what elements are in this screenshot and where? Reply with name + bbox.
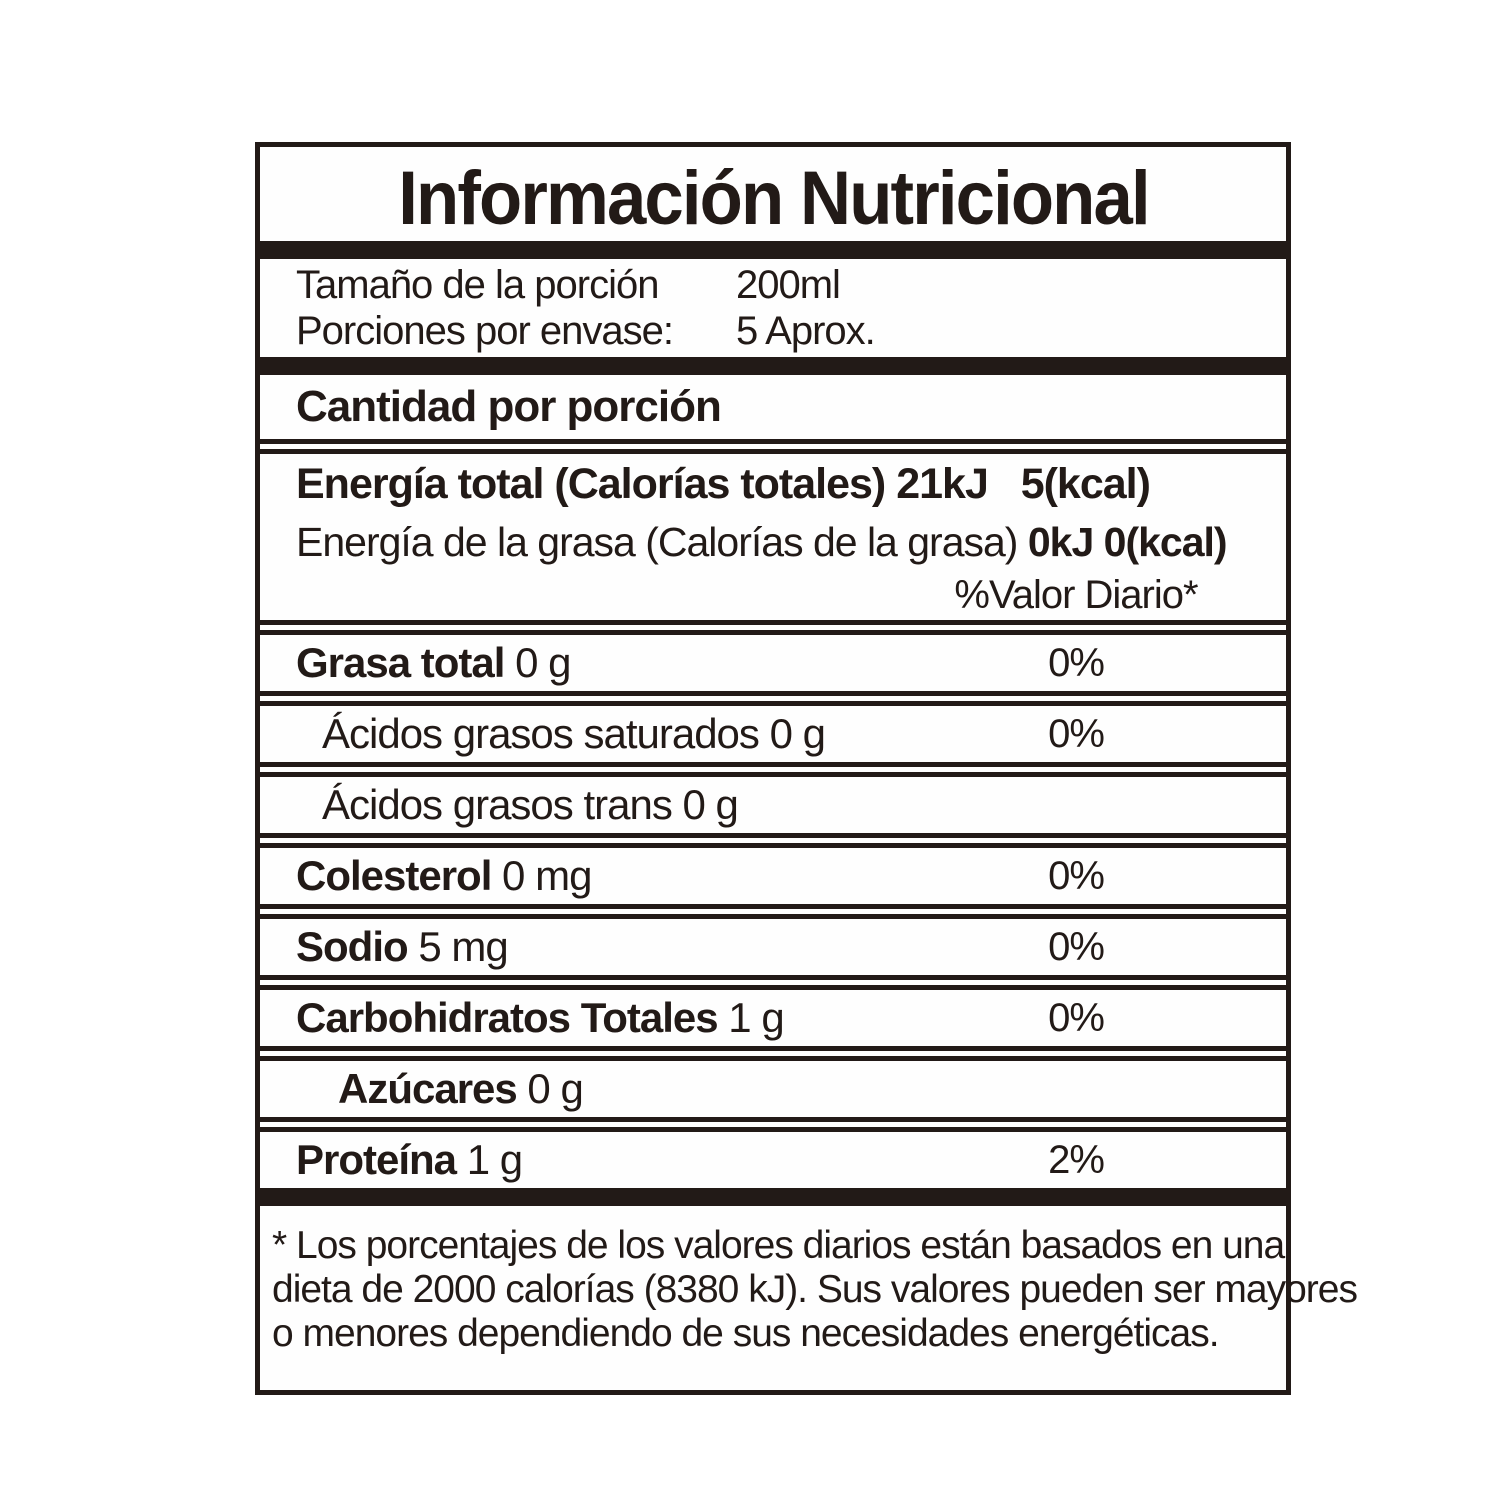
energy-fat-value: 0kJ 0(kcal): [1027, 518, 1227, 565]
double-rule-divider: [260, 691, 1286, 706]
nutrient-name-text: Sodio: [296, 923, 408, 970]
serving-label: Tamaño de la porción: [296, 262, 659, 307]
nutrient-amount: 0 g: [516, 1065, 583, 1112]
nutrient-name-text: Grasa total: [296, 639, 505, 686]
nutrient-row: [260, 1132, 1286, 1188]
nutrient-name: [260, 852, 866, 900]
serving-value: 5 Aprox.: [736, 308, 875, 353]
double-rule-divider: [260, 762, 1286, 777]
energy-fat-line: [296, 514, 1286, 570]
nutrient-daily-value: 2%: [1048, 1137, 1104, 1182]
nutrient-name-text: Colesterol: [296, 852, 492, 899]
nutrition-label: [255, 142, 1357, 1395]
serving-row: [296, 308, 1286, 354]
amount-per-serving-header: Cantidad por porción: [296, 382, 721, 431]
nutrient-row: [260, 990, 1286, 1046]
nutrient-amount: 0 g: [504, 639, 571, 686]
thick-divider-bar: [260, 241, 1286, 259]
energy-total-line: Energía total (Calorías totales) 21kJ 5(kcal): [296, 459, 1150, 508]
serving-value: 200ml: [736, 262, 840, 307]
footnote: [260, 1206, 1357, 1390]
nutrient-row: [260, 706, 1286, 762]
nutrient-name: [260, 639, 866, 687]
nutrient-amount: 1 g: [456, 1136, 523, 1183]
nutrient-amount: 0 mg: [491, 852, 592, 899]
nutrient-daily-value: 0%: [1048, 995, 1104, 1040]
footnote-line: o menores dependiendo de sus necesidades energéticas.: [272, 1312, 1219, 1355]
nutrient-daily-value: 0%: [1048, 924, 1104, 969]
nutrient-name-text: Ácidos grasos trans: [322, 781, 672, 828]
nutrient-amount: 1 g: [717, 994, 784, 1041]
nutrient-name-text: Azúcares: [338, 1065, 517, 1112]
nutrient-name-text: Ácidos grasos saturados: [322, 710, 759, 757]
thick-divider-bar: [260, 1188, 1286, 1206]
daily-value-header-row: [296, 570, 1286, 620]
label-title: Información Nutricional: [397, 155, 1149, 241]
nutrient-name: [260, 923, 866, 971]
nutrient-name: [260, 710, 866, 758]
nutrient-name-text: Proteína: [296, 1136, 457, 1183]
nutrient-name: [260, 994, 866, 1042]
nutrient-amount: 0 g: [671, 781, 738, 828]
nutrient-amount: 0 g: [758, 710, 825, 757]
double-rule-divider: [260, 975, 1286, 990]
serving-row: [296, 262, 1286, 308]
thick-divider-bar: [260, 357, 1286, 375]
nutrient-name: [260, 1065, 866, 1113]
serving-label: Porciones por envase:: [296, 308, 674, 353]
daily-value-header: %Valor Diario*: [954, 572, 1198, 617]
footnote-line: * Los porcentajes de los valores diarios están basados en una: [272, 1224, 1285, 1267]
double-rule-divider: [260, 439, 1286, 454]
nutrient-name-text: Carbohidratos Totales: [296, 994, 718, 1041]
nutrient-row: [260, 777, 1286, 833]
double-rule-divider: [260, 1117, 1286, 1132]
energy-section: [260, 454, 1286, 620]
double-rule-divider: [260, 833, 1286, 848]
double-rule-divider: [260, 620, 1286, 635]
nutrient-name: [260, 781, 866, 829]
nutrient-rows: [260, 635, 1286, 1188]
nutrient-daily-value: 0%: [1048, 711, 1104, 756]
nutrient-name: [260, 1136, 866, 1184]
serving-section: [260, 259, 1286, 357]
energy-fat-label: Energía de la grasa (Calorías de la grasa): [296, 518, 1028, 565]
nutrient-row: [260, 1061, 1286, 1117]
double-rule-divider: [260, 1046, 1286, 1061]
nutrient-row: [260, 919, 1286, 975]
nutrient-row: [260, 848, 1286, 904]
nutrient-amount: 5 mg: [407, 923, 508, 970]
footnote-line: dieta de 2000 calorías (8380 kJ). Sus valores pueden ser mayores: [272, 1268, 1357, 1311]
nutrient-row: [260, 635, 1286, 691]
title-row: [260, 147, 1286, 241]
nutrient-daily-value: 0%: [1048, 853, 1104, 898]
nutrient-daily-value: 0%: [1048, 640, 1104, 685]
double-rule-divider: [260, 904, 1286, 919]
